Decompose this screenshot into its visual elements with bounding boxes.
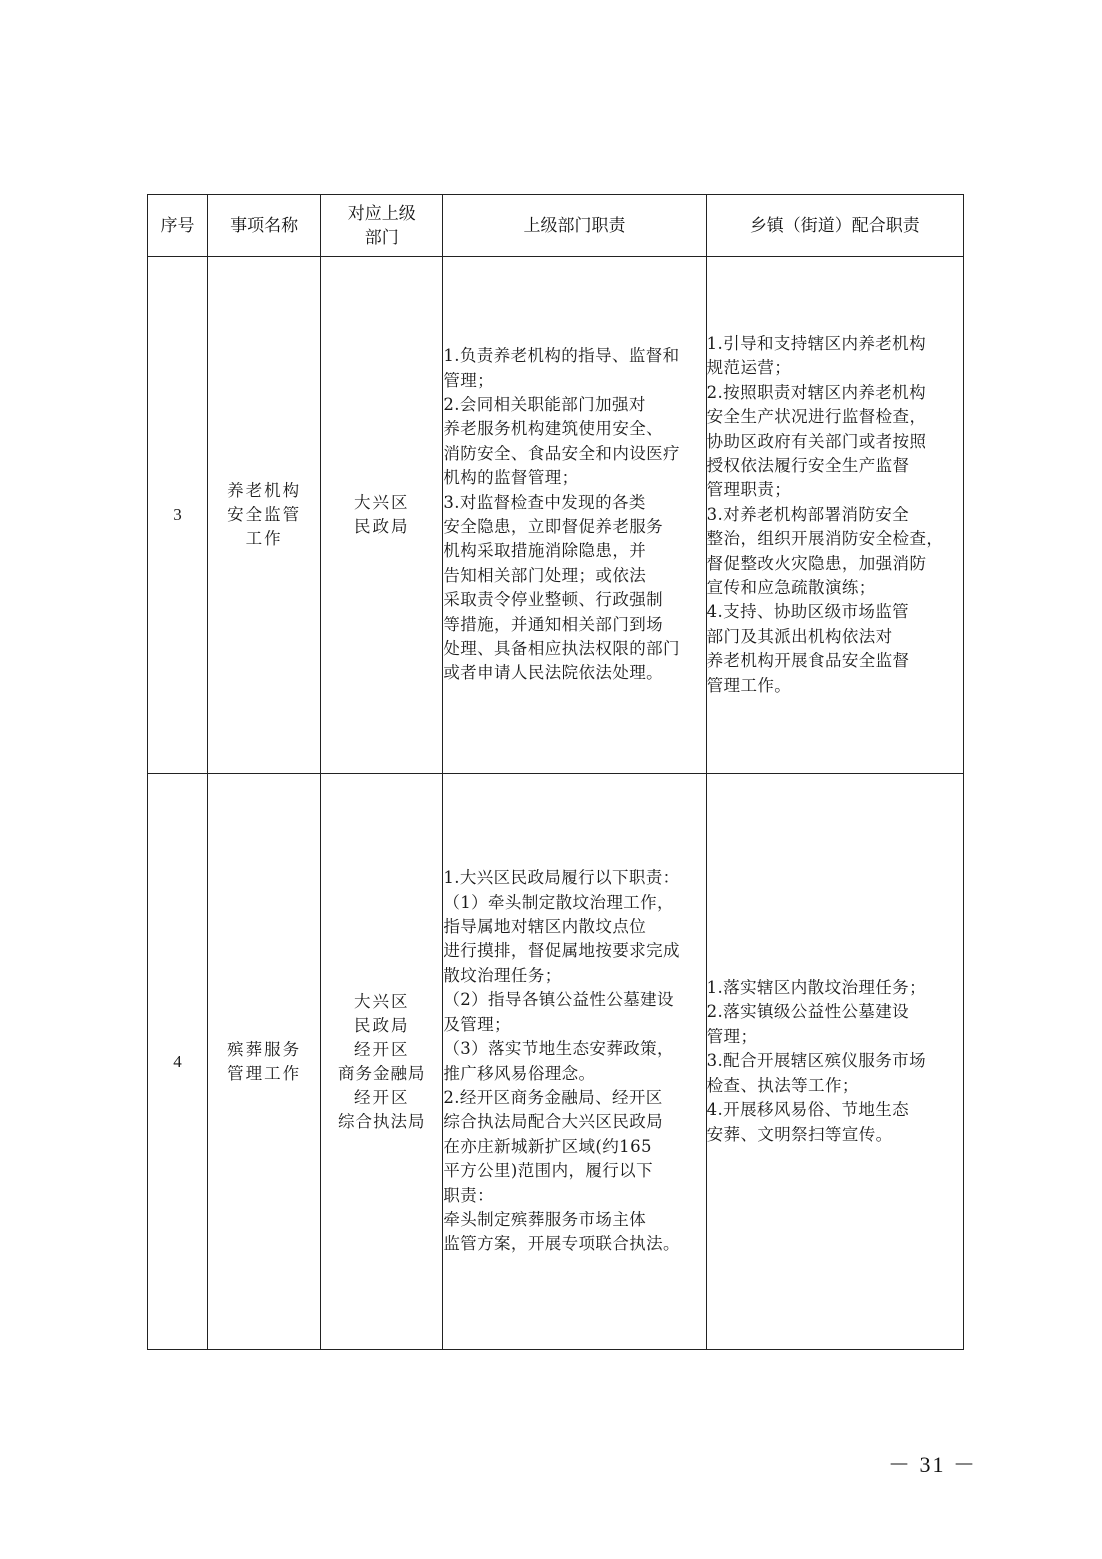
duty-line: 3.对监督检查中发现的各类 <box>443 492 646 512</box>
duty-line: 管理； <box>706 1026 758 1046</box>
upper-dept-cell <box>321 257 443 774</box>
duty-line: 牵头制定殡葬服务市场主体 <box>443 1209 647 1229</box>
page-number: － 31 － <box>888 1452 978 1477</box>
duty-line: 管理工作。 <box>706 675 792 695</box>
duty-line: 协助区政府有关部门或者按照 <box>706 431 927 451</box>
duty-line: 授权依法履行安全生产监督 <box>706 455 910 475</box>
table-row <box>148 774 964 1350</box>
duty-line: 2.会同相关职能部门加强对 <box>443 394 646 414</box>
upper-duties-cell <box>443 774 706 1350</box>
header-item-name: 事项名称 <box>208 195 321 257</box>
dept-line: 综合执法局 <box>338 1111 426 1131</box>
duty-line: 推广移风易俗理念。 <box>443 1063 596 1083</box>
duty-line: 安全隐患，立即督促养老服务 <box>443 517 664 536</box>
item-name-line: 安全监管 <box>227 505 302 524</box>
duty-line: 告知相关部门处理；或依法 <box>443 565 647 585</box>
duty-line: 养老机构开展食品安全监督 <box>706 651 910 671</box>
duty-line: 进行摸排，督促属地按要求完成 <box>443 941 680 961</box>
duty-line: 4.支持、协助区级市场监管 <box>706 602 910 622</box>
duty-line: （3）落实节地生态安葬政策， <box>443 1039 674 1059</box>
duty-line: 安葬、文明祭扫等宣传。 <box>706 1124 893 1144</box>
duty-line: 安全生产状况进行监督检查， <box>706 407 927 427</box>
item-name-line: 养老机构 <box>227 481 302 500</box>
dept-line: 民政局 <box>354 517 410 536</box>
duty-line: 4.开展移风易俗、节地生态 <box>706 1100 910 1120</box>
duty-line: 处理、具备相应执法权限的部门 <box>443 639 680 659</box>
item-name-cell <box>208 774 321 1350</box>
duty-line: 部门及其派出机构依法对 <box>706 626 893 646</box>
duty-line: 检查、执法等工作； <box>706 1075 859 1095</box>
row-number: 4 <box>148 774 208 1350</box>
duty-line: 2.落实镇级公益性公墓建设 <box>706 1002 910 1022</box>
town-duties-cell <box>706 774 963 1350</box>
duty-line: 监管方案，开展专项联合执法。 <box>443 1234 680 1254</box>
dept-line: 商务金融局 <box>338 1063 426 1083</box>
item-name-cell <box>208 257 321 774</box>
header-no: 序号 <box>148 195 208 257</box>
duty-line: 在亦庄新城新扩区域(约165 <box>443 1136 652 1156</box>
table-header-row <box>148 195 964 257</box>
duty-line: 养老服务机构建筑使用安全、 <box>443 419 664 439</box>
duty-line: 及管理； <box>443 1014 511 1034</box>
duty-line: 职责： <box>443 1185 495 1205</box>
duty-line: 综合执法局配合大兴区民政局 <box>443 1112 664 1132</box>
duty-line: 1.负责养老机构的指导、监督和 <box>443 346 680 366</box>
header-town-duties: 乡镇（街道）配合职责 <box>706 195 963 257</box>
duty-line: 2.经开区商务金融局、经开区 <box>443 1087 663 1107</box>
header-upper-dept <box>321 195 443 257</box>
duty-line: 规范运营； <box>706 358 792 378</box>
duty-line: 或者申请人民法院依法处理。 <box>443 663 664 683</box>
duty-line: 指导属地对辖区内散坟点位 <box>443 917 647 937</box>
item-name-line: 工作 <box>245 529 283 548</box>
row-number: 3 <box>148 257 208 774</box>
duty-line: 1.大兴区民政局履行以下职责： <box>443 868 680 888</box>
duty-line: （2）指导各镇公益性公墓建设 <box>443 990 674 1010</box>
duty-line: 散坟治理任务； <box>443 965 562 985</box>
upper-dept-cell <box>321 774 443 1350</box>
duty-line: 3.配合开展辖区殡仪服务市场 <box>706 1051 926 1071</box>
header-upper-dept-line2: 部门 <box>364 227 399 248</box>
duty-line: 等措施，并通知相关部门到场 <box>443 614 664 634</box>
item-name-line: 管理工作 <box>227 1063 302 1083</box>
table-row <box>148 257 964 774</box>
duty-line: 1.引导和支持辖区内养老机构 <box>706 333 926 353</box>
duty-line: 督促整改火灾隐患，加强消防 <box>706 553 927 573</box>
header-upper-dept-line1: 对应上级 <box>347 203 416 224</box>
upper-duties-cell <box>443 257 706 774</box>
dept-line: 经开区 <box>354 1087 410 1107</box>
duty-line: 整治，组织开展消防安全检查， <box>706 529 944 549</box>
duty-table <box>147 194 964 1350</box>
duty-line: 机构采取措施消除隐患，并 <box>443 541 647 561</box>
duty-line: 1.落实辖区内散坟治理任务； <box>706 978 926 998</box>
town-duties-cell <box>706 257 963 774</box>
duty-line: （1）牵头制定散坟治理工作， <box>443 892 674 912</box>
duty-line: 管理； <box>443 370 495 390</box>
dept-line: 民政局 <box>354 1015 410 1035</box>
duty-line: 机构的监督管理； <box>443 468 579 488</box>
duty-line: 管理职责； <box>706 480 792 500</box>
dept-line: 大兴区 <box>354 991 410 1011</box>
header-upper-duties: 上级部门职责 <box>443 195 706 257</box>
dept-line: 经开区 <box>354 1039 410 1059</box>
dept-line: 大兴区 <box>354 493 410 512</box>
duty-line: 3.对养老机构部署消防安全 <box>706 504 910 524</box>
duty-line: 2.按照职责对辖区内养老机构 <box>706 382 926 402</box>
duty-line: 消防安全、食品安全和内设医疗 <box>443 443 680 463</box>
duty-line: 采取责令停业整顿、行政强制 <box>443 590 664 610</box>
duty-line: 宣传和应急疏散演练； <box>706 578 876 598</box>
duty-line: 平方公里)范围内，履行以下 <box>443 1161 653 1181</box>
item-name-line: 殡葬服务 <box>227 1039 302 1059</box>
